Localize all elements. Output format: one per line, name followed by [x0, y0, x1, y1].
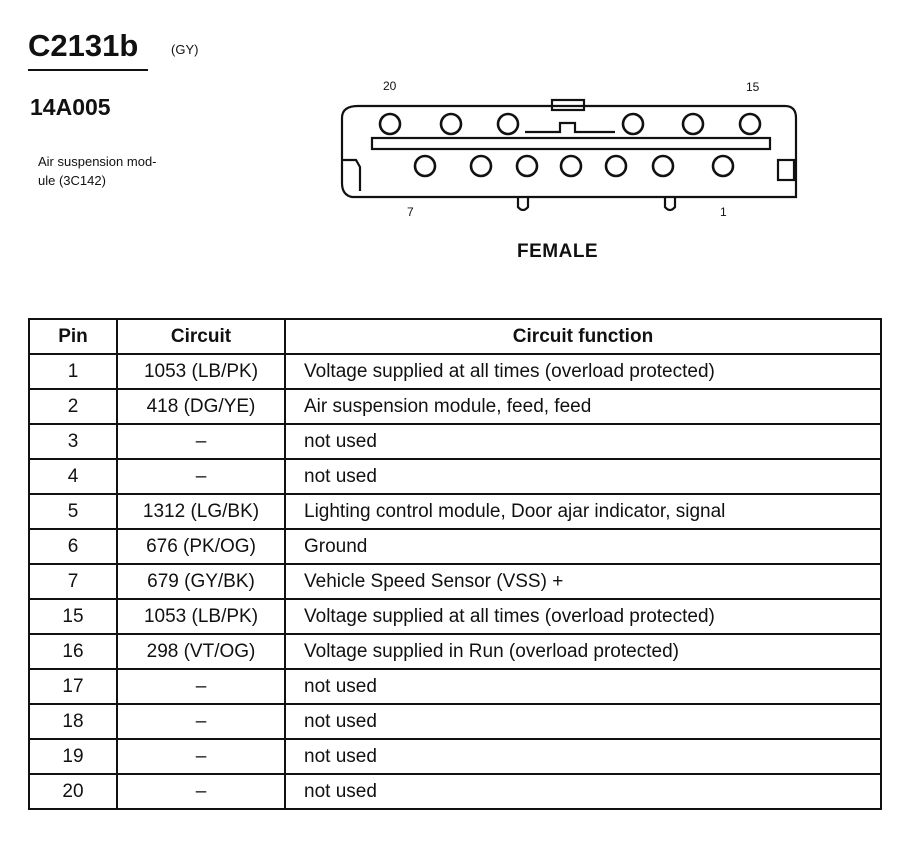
- description-line-2: ule (3C142): [38, 173, 106, 188]
- circuit-cell: 1312 (LG/BK): [117, 494, 285, 529]
- connector-id: C2131b: [28, 28, 139, 63]
- table-row: [29, 424, 881, 459]
- table-row: [29, 774, 881, 809]
- pin-cavity-4: [561, 156, 581, 176]
- pin-cell: 20: [29, 774, 117, 809]
- pin-cell: 18: [29, 704, 117, 739]
- pin-cavity-2: [653, 156, 673, 176]
- pin-cell: 1: [29, 354, 117, 389]
- pin-cell: 6: [29, 529, 117, 564]
- pin-cavity-18: [498, 114, 518, 134]
- table-row: [29, 634, 881, 669]
- pin-cavity-6: [471, 156, 491, 176]
- circuit-cell: –: [117, 739, 285, 774]
- table-row: [29, 739, 881, 774]
- circuit-cell: 1053 (LB/PK): [117, 354, 285, 389]
- pin-cell: 5: [29, 494, 117, 529]
- connector-divider-bar: [372, 138, 770, 149]
- function-cell: Vehicle Speed Sensor (VSS) +: [285, 564, 881, 599]
- pin-cavity-15: [740, 114, 760, 134]
- pin-cavity-5: [517, 156, 537, 176]
- pinout-table: [28, 318, 882, 810]
- table-header-row: [29, 319, 881, 354]
- table-row: [29, 529, 881, 564]
- pin-label-top-right: 15: [746, 80, 760, 94]
- pin-cavity-7: [415, 156, 435, 176]
- table-row: [29, 494, 881, 529]
- function-cell: not used: [285, 774, 881, 809]
- pin-cavity-17: [623, 114, 643, 134]
- function-cell: not used: [285, 739, 881, 774]
- function-cell: not used: [285, 459, 881, 494]
- connector-description: [38, 152, 208, 190]
- circuit-cell: –: [117, 669, 285, 704]
- circuit-cell: –: [117, 704, 285, 739]
- header-circuit-function: Circuit function: [285, 319, 881, 354]
- function-cell: not used: [285, 669, 881, 704]
- pin-cell: 17: [29, 669, 117, 704]
- part-number: 14A005: [30, 94, 111, 120]
- function-cell: Voltage supplied at all times (overload protected): [285, 354, 881, 389]
- circuit-cell: 298 (VT/OG): [117, 634, 285, 669]
- connector-id-underline: [28, 69, 148, 71]
- connector-housing: [342, 106, 796, 197]
- pin-cavity-16: [683, 114, 703, 134]
- connector-gender-label: FEMALE: [517, 241, 599, 262]
- circuit-cell: –: [117, 424, 285, 459]
- pin-cavity-19: [441, 114, 461, 134]
- table-row: [29, 459, 881, 494]
- pin-cell: 3: [29, 424, 117, 459]
- header-pin: Pin: [29, 319, 117, 354]
- connector-notch: [342, 160, 360, 191]
- table-row: [29, 704, 881, 739]
- pin-cell: 15: [29, 599, 117, 634]
- pin-cavity-1: [713, 156, 733, 176]
- table-row: [29, 669, 881, 704]
- pin-label-top-left: 20: [383, 79, 397, 93]
- pin-cell: 4: [29, 459, 117, 494]
- circuit-cell: 1053 (LB/PK): [117, 599, 285, 634]
- pin-label-bottom-left: 7: [407, 205, 414, 219]
- circuit-cell: –: [117, 459, 285, 494]
- pin-cavity-20: [380, 114, 400, 134]
- connector-latch-right: [665, 197, 675, 210]
- function-cell: Ground: [285, 529, 881, 564]
- header-circuit: Circuit: [117, 319, 285, 354]
- function-cell: Voltage supplied at all times (overload protected): [285, 599, 881, 634]
- connector-center-key: [525, 123, 615, 132]
- connector-lock-tab: [778, 160, 794, 180]
- function-cell: not used: [285, 704, 881, 739]
- pin-cell: 7: [29, 564, 117, 599]
- connector-latch-left: [518, 197, 528, 210]
- connector-face-diagram: [330, 95, 800, 220]
- table-row: [29, 389, 881, 424]
- pin-cell: 19: [29, 739, 117, 774]
- pin-cell: 16: [29, 634, 117, 669]
- function-cell: not used: [285, 424, 881, 459]
- circuit-cell: 418 (DG/YE): [117, 389, 285, 424]
- pin-cell: 2: [29, 389, 117, 424]
- table-row: [29, 354, 881, 389]
- circuit-cell: 676 (PK/OG): [117, 529, 285, 564]
- pin-cavity-3: [606, 156, 626, 176]
- function-cell: Lighting control module, Door ajar indicator, signal: [285, 494, 881, 529]
- circuit-cell: 679 (GY/BK): [117, 564, 285, 599]
- table-row: [29, 564, 881, 599]
- pin-label-bottom-right: 1: [720, 205, 727, 219]
- function-cell: Air suspension module, feed, feed: [285, 389, 881, 424]
- circuit-cell: –: [117, 774, 285, 809]
- description-line-1: Air suspension mod-: [38, 154, 157, 169]
- function-cell: Voltage supplied in Run (overload protected): [285, 634, 881, 669]
- connector-color-code: (GY): [171, 42, 199, 57]
- table-row: [29, 599, 881, 634]
